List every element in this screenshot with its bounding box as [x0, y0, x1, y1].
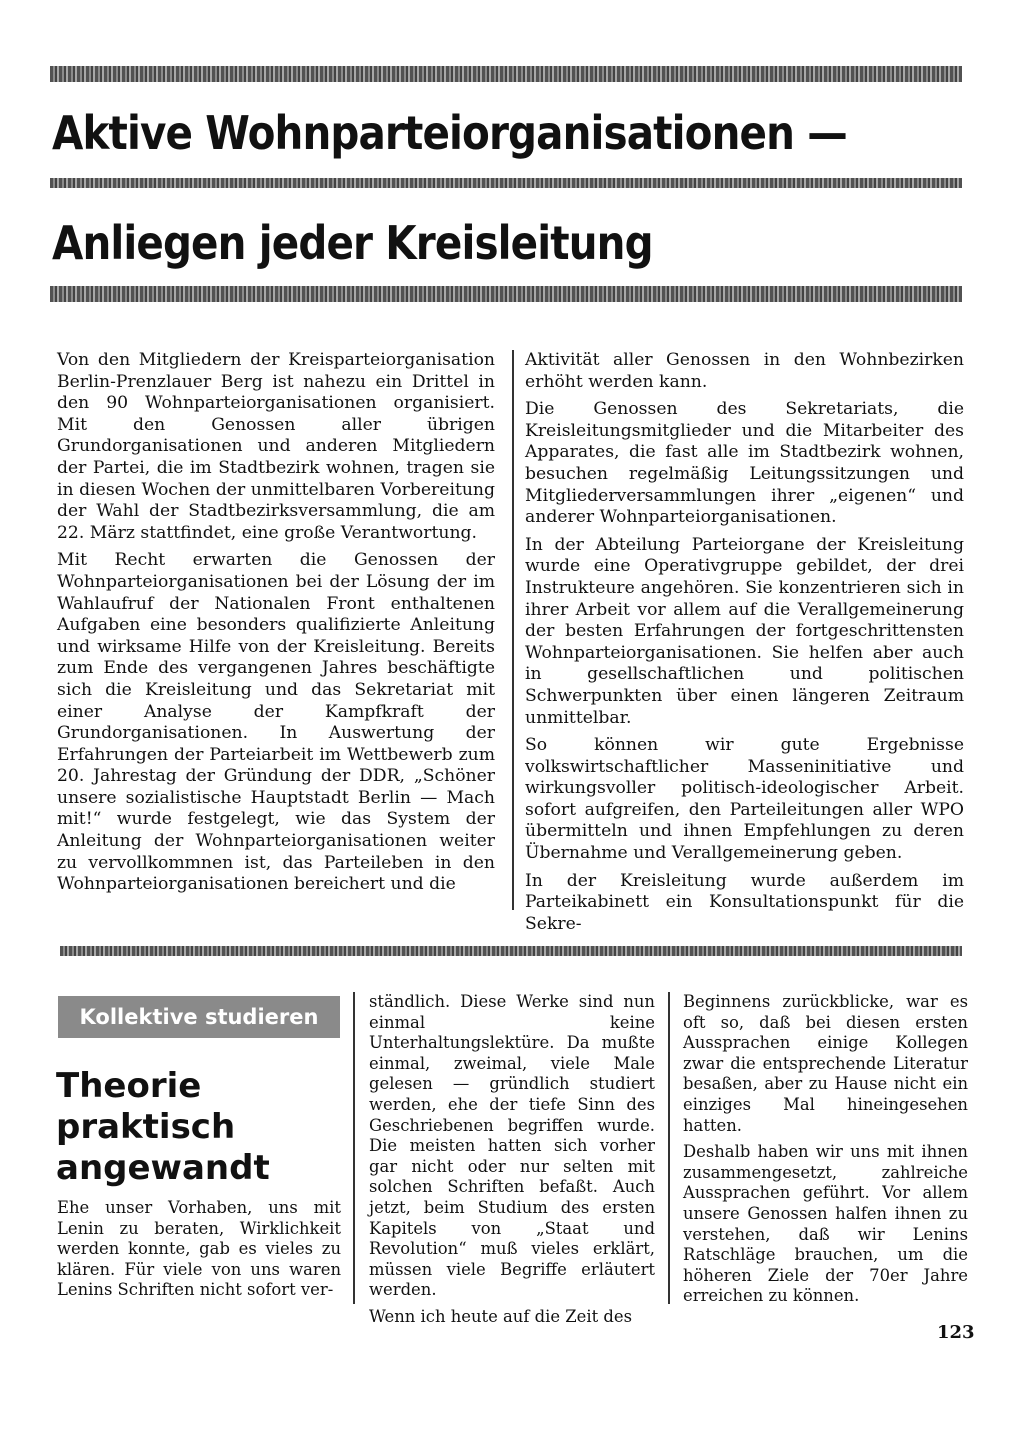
article-right-column: [525, 350, 964, 941]
article-paragraph: Von den Mitgliedern der Kreisparteiorganisation Berlin-Prenzlauer Berg ist nahezu ein Drittel in den 90 Wohnparteiorganisationen organisiert. Mit den Genossen aller übrigen Grundorganisationen und anderen Mitgliedern der Partei, die im Stadtbezirk wohnen, tragen sie in diesen Wochen der unmittelbaren Vorbereitung der Wahl der Stadtbezirksversammlung, die am 22. März stattfindet, eine große Verantwortung.: [57, 350, 495, 543]
box-column-1: [57, 1198, 341, 1307]
box-title-line: praktisch: [56, 1107, 236, 1147]
box-title-line: angewandt: [56, 1148, 270, 1188]
article-paragraph: In der Kreisleitung wurde außerdem im Parteikabinett ein Konsultationspunkt für die Sekre-: [525, 870, 964, 934]
article-paragraph: Mit Recht erwarten die Genossen der Wohnparteiorganisationen bei der Lösung der im Wahlaufruf der Nationalen Front enthaltenen Aufgaben eine besonders qualifizierte Anleitung und wirksame Hilfe von der Kreisleitung. Bereits zum Ende des vergangenen Jahres beschäftigte sich die Kreisleitung und das Sekretariat mit einer Analyse der Kampfkraft der Grundorganisationen. In Auswertung der Erfahrungen der Parteiarbeit im Wettbewerb zum 20. Jahrestag der Gründung der DDR, „Schöner unsere sozialistische Hauptstadt Berlin — Mach mit!“ wurde festgelegt, wie das System der Anleitung der Wohnparteiorganisationen weiter zu vervollkommnen ist, das Parteileben in den Wohnparteiorganisationen bereichert und die: [57, 550, 495, 895]
column-divider: [512, 350, 514, 910]
box-paragraph: Ehe unser Vorhaben, uns mit Lenin zu beraten, Wirklichkeit werden konnte, gab es vieles zu klären. Für viele von uns waren Lenins Schriften nicht sofort ver-: [57, 1198, 341, 1300]
section-separator-rule: [60, 946, 962, 956]
box-kicker: Kollektive studieren Lenin: [58, 996, 340, 1038]
decorative-rule-middle: [50, 178, 962, 188]
article-paragraph: In der Abteilung Parteiorgane der Kreisleitung wurde eine Operativgruppe gebildet, der drei Instrukteure angehören. Sie konzentrieren sich in ihrer Arbeit vor allem auf die Verallgemeinerung der besten Erfahrungen der fortgeschrittensten Wohnparteiorganisationen. Sie helfen aber auch in gesellschaftlichen und politischen Schwerpunkten über einen längeren Zeitraum unmittelbar.: [525, 534, 964, 728]
box-divider-1: [353, 992, 355, 1304]
headline-line-1: Aktive Wohnparteiorganisationen —: [52, 106, 847, 160]
headline-line-2: Anliegen jeder Kreisleitung: [52, 216, 653, 270]
box-paragraph: Beginnens zurückblicke, war es oft so, daß bei diesen ersten Aussprachen einige Kollegen zwar die entsprechende Literatur besaßen, aber zu Hause nicht ein einziges Mal hineingesehen hatten.: [683, 992, 968, 1135]
box-column-3: [683, 992, 968, 1313]
article-left-column: [57, 350, 495, 902]
box-paragraph: Deshalb haben wir uns mit ihnen zusammengesetzt, zahlreiche Aussprachen geführt. Vor allem unsere Genossen halfen ihnen zu verstehen, daß wir Lenins Ratschläge brauchen, um die höheren Ziele der 70er Jahre erreichen zu können.: [683, 1142, 968, 1306]
box-divider-2: [668, 992, 670, 1304]
article-paragraph: Aktivität aller Genossen in den Wohnbezirken erhöht werden kann.: [525, 350, 964, 392]
page-number: 123: [937, 1322, 975, 1343]
box-paragraph: ständlich. Diese Werke sind nun einmal keine Unterhaltungslektüre. Da mußte einmal, zweimal, viele Male gelesen — gründlich studiert werden, ehe der tiefe Sinn des Geschriebenen begriffen wurde. Die meisten hatten sich vorher gar nicht oder nur selten mit solchen Schriften befaßt. Auch jetzt, beim Studium des ersten Kapitels von „Staat und Revolution“ muß vieles erklärt, müssen viele Begriffe erläutert werden.: [369, 992, 655, 1300]
box-title: [56, 1066, 270, 1189]
decorative-rule-bottom: [50, 286, 962, 302]
box-title-line: Theorie: [56, 1066, 202, 1106]
decorative-rule-top: [50, 66, 962, 82]
article-paragraph: Die Genossen des Sekretariats, die Kreisleitungsmitglieder und die Mitarbeiter des Apparates, die fast alle im Stadtbezirk wohnen, besuchen regelmäßig Leitungssitzungen und Mitgliederversammlungen ihrer „eigenen“ und anderer Wohnparteiorganisationen.: [525, 399, 964, 528]
box-paragraph: Wenn ich heute auf die Zeit des: [369, 1306, 633, 1326]
article-paragraph: So können wir gute Ergebnisse volkswirtschaftlicher Masseninitiative und wirkungsvoller politisch-ideologischer Arbeit. sofort aufgreifen, den Parteileitungen aller WPO übermitteln und ihnen Empfehlungen zu deren Übernahme und Verallgemeinerung geben.: [525, 735, 964, 864]
box-column-2: [369, 992, 655, 1334]
